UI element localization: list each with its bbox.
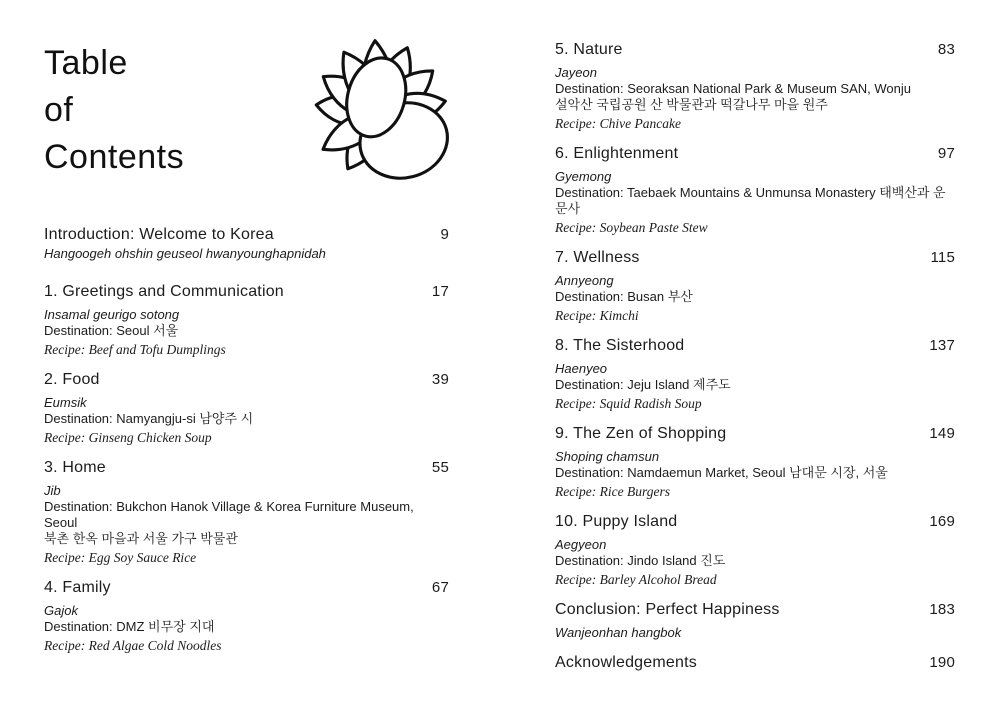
toc-entry-heading <box>44 370 449 390</box>
chapter-title: 6. Enlightenment <box>555 145 679 162</box>
toc-entry-chapter-8 <box>555 336 955 412</box>
chapter-subtitle-romanized: Annyeong <box>555 273 614 288</box>
toc-entry-chapter-10 <box>555 512 955 588</box>
toc-entry-heading <box>555 336 955 356</box>
chapter-subtitle-romanized: Haenyeo <box>555 361 608 376</box>
chapter-destination: Destination: Namdaemun Market, Seoul 남대문 시장, 서울 <box>555 465 888 480</box>
chapter-destination: Destination: Seoul 서울 <box>44 323 179 338</box>
toc-entry-chapter-3 <box>44 458 449 566</box>
chapter-destination: Destination: Jeju Island 제주도 <box>555 377 731 392</box>
toc-entry-acknowledgements <box>555 653 955 673</box>
chapter-recipe: Recipe: Squid Radish Soup <box>555 396 702 411</box>
chapter-title: 1. Greetings and Communication <box>44 283 284 300</box>
chapter-subtitle-romanized: Gajok <box>44 603 78 618</box>
toc-entry-conclusion <box>555 600 955 641</box>
page-number: 97 <box>937 145 955 162</box>
page-number: 55 <box>431 459 449 476</box>
chapter-subtitle-romanized: Hangoogeh ohshin geuseol hwanyounghapnidah <box>44 246 326 261</box>
chapter-destination: Destination: Busan 부산 <box>555 289 693 304</box>
toc-entry-heading <box>555 512 955 532</box>
page-title-line: Table <box>44 44 128 82</box>
chapter-title: 10. Puppy Island <box>555 513 678 530</box>
toc-column-left <box>44 40 449 685</box>
toc-entry-heading <box>555 424 955 444</box>
chapter-destination: Destination: Bukchon Hanok Village & Korea Furniture Museum, Seoul <box>44 499 414 530</box>
toc-entry-heading <box>555 40 955 60</box>
chapter-title: Conclusion: Perfect Happiness <box>555 601 780 618</box>
page-number: 169 <box>929 513 955 530</box>
toc-entry-heading <box>555 248 955 268</box>
chapter-recipe: Recipe: Chive Pancake <box>555 116 681 131</box>
chapter-subtitle-romanized: Wanjeonhan hangbok <box>555 625 682 640</box>
page-number: 67 <box>431 579 449 596</box>
chapter-title: 4. Family <box>44 579 111 596</box>
chapter-destination: Destination: Seoraksan National Park & Museum SAN, Wonju <box>555 81 911 96</box>
chapter-subtitle-romanized: Eumsik <box>44 395 87 410</box>
page-number: 190 <box>929 654 955 671</box>
toc-columns <box>44 40 955 685</box>
toc-entry-chapter-9 <box>555 424 955 500</box>
chapter-destination: Destination: Taebaek Mountains & Unmunsa Monastery 태백산과 운문사 <box>555 185 946 216</box>
page-number: 115 <box>930 249 955 266</box>
chapter-destination: Destination: Namyangju-si 남양주 시 <box>44 411 254 426</box>
chapter-title: 3. Home <box>44 459 106 476</box>
chapter-recipe: Recipe: Kimchi <box>555 308 639 323</box>
page-number: 17 <box>431 283 449 300</box>
page-title-line: Contents <box>44 138 185 176</box>
page-title-line: of <box>44 91 74 129</box>
toc-column-right <box>555 40 955 685</box>
chapter-subtitle-romanized: Shoping chamsun <box>555 449 660 464</box>
chapter-recipe: Recipe: Beef and Tofu Dumplings <box>44 342 226 357</box>
toc-entry-heading <box>44 225 449 245</box>
toc-entry-chapter-6 <box>555 144 955 236</box>
toc-entry-heading <box>555 653 955 673</box>
chapter-subtitle-romanized: Aegyeon <box>555 537 607 552</box>
toc-entry-heading <box>555 600 955 620</box>
toc-entry-chapter-4 <box>44 578 449 654</box>
chapter-recipe: Recipe: Ginseng Chicken Soup <box>44 430 212 445</box>
toc-entry-introduction <box>44 225 449 262</box>
chapter-destination-korean: 북촌 한옥 마을과 서울 가구 박물관 <box>44 531 238 546</box>
toc-entry-heading <box>555 144 955 164</box>
chapter-subtitle-romanized: Jayeon <box>555 65 597 80</box>
chapter-title: 9. The Zen of Shopping <box>555 425 727 442</box>
chapter-title: Introduction: Welcome to Korea <box>44 226 274 243</box>
chapter-title: Acknowledgements <box>555 654 697 671</box>
toc-entry-heading <box>44 282 449 302</box>
chapter-destination: Destination: Jindo Island 진도 <box>555 553 726 568</box>
chapter-recipe: Recipe: Soybean Paste Stew <box>555 220 708 235</box>
page-number: 137 <box>929 337 955 354</box>
toc-entry-chapter-1 <box>44 282 449 358</box>
page-number: 83 <box>937 41 955 58</box>
chapter-subtitle-romanized: Jib <box>44 483 61 498</box>
chapter-destination: Destination: DMZ 비무장 지대 <box>44 619 215 634</box>
page-number: 149 <box>929 425 955 442</box>
page-number: 39 <box>431 371 449 388</box>
toc-entry-chapter-5 <box>555 40 955 132</box>
chapter-subtitle-romanized: Insamal geurigo sotong <box>44 307 180 322</box>
page-number: 9 <box>440 226 449 243</box>
toc-entry-heading <box>44 458 449 478</box>
page-number: 183 <box>929 601 955 618</box>
chapter-recipe: Recipe: Red Algae Cold Noodles <box>44 638 222 653</box>
chapter-title: 8. The Sisterhood <box>555 337 685 354</box>
chapter-subtitle-romanized: Gyemong <box>555 169 612 184</box>
chapter-title: 5. Nature <box>555 41 623 58</box>
chapter-title: 7. Wellness <box>555 249 640 266</box>
chapter-recipe: Recipe: Rice Burgers <box>555 484 670 499</box>
chapter-destination-korean: 설악산 국립공원 산 박물관과 떡갈나무 마을 원주 <box>555 97 828 112</box>
chapter-recipe: Recipe: Egg Soy Sauce Rice <box>44 550 197 565</box>
chapter-title: 2. Food <box>44 371 100 388</box>
toc-entry-heading <box>44 578 449 598</box>
toc-entry-chapter-2 <box>44 370 449 446</box>
toc-entry-chapter-7 <box>555 248 955 324</box>
chapter-recipe: Recipe: Barley Alcohol Bread <box>555 572 717 587</box>
page-title <box>44 40 449 181</box>
